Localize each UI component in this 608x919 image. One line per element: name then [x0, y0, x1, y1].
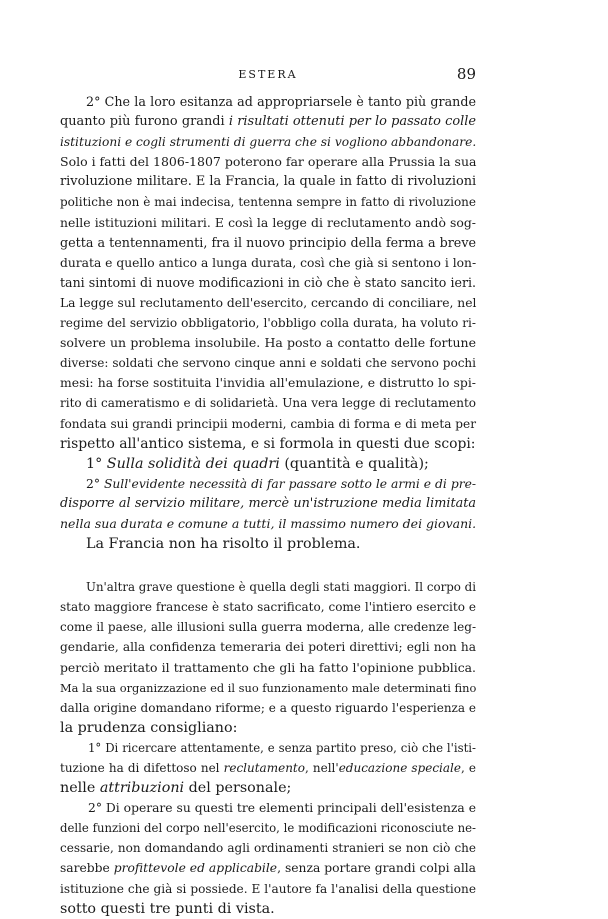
text-line: getta a tentennamenti, fra il nuovo principio della ferma a breve [60, 234, 476, 250]
text-line: Ma la sua organizzazione ed il suo funzionamento male determinati fino [60, 680, 477, 695]
text-line: durata e quello antico a lunga durata, così che già si sentono i lon- [60, 255, 477, 270]
text-line: 2° Che la loro esitanza ad appropriarsele è tanto più grande [86, 94, 476, 109]
text-line: istituzioni e cogli strumenti di guerra che si vogliono abbandonare. [60, 135, 477, 150]
text-line: la prudenza consigliano: [60, 719, 238, 736]
text-line: Solo i fatti del 1806-1807 poterono far operare alla Prussia la sua [60, 154, 477, 170]
text-line: mesi: ha forse sostituita l'invidia all'emulazione, e distrutto lo spi- [60, 375, 476, 391]
page-header [60, 65, 476, 88]
text-line: cessarie, non domandando agli ordinamenti stranieri se non ciò che [60, 841, 476, 856]
paragraph-gap [60, 554, 476, 577]
conclusion-line: La Francia non ha risolto il problema. [86, 536, 361, 553]
text-line: delle funzioni del corpo nell'esercito, le modificazioni riconosciute ne- [60, 821, 476, 836]
text-line: istituzione che già si possiede. E l'autore fa l'analisi della questione [60, 881, 476, 896]
text-line: rivoluzione militare. E la Francia, la quale in fatto di rivoluzioni [60, 174, 477, 190]
text-line: tani sintomi di nuove modificazioni in ciò che è stato sancito ieri. [60, 274, 476, 290]
text-line: perciò meritato il trattamento che gli ha fatto l'opinione pubblica. [60, 659, 476, 675]
page-number: 89 [456, 65, 476, 83]
text-line: sarebbe profittevole ed applicabile, senza portare grandi colpi alla [60, 861, 477, 876]
text-line: La legge sul reclutamento dell'esercito, cercando di conciliare, nel [60, 295, 477, 310]
text-line: nelle istituzioni militari. E così la legge di reclutamento andò sog- [60, 214, 476, 230]
text-line: quanto più furono grandi i risultati ottenuti per lo passato colle [60, 114, 476, 130]
text-line: come il paese, alle illusioni sulla guerra moderna, alle credenze leg- [60, 620, 476, 635]
text-line: solvere un problema insolubile. Ha posto a contatto delle fortune [60, 335, 476, 351]
text-line: stato maggiore francese è stato sacrificato, come l'intiero esercito e [60, 600, 476, 615]
running-title: ESTERA [238, 68, 298, 81]
item-2: 2° Di operare su questi tre elementi principali dell'esistenza e [88, 801, 476, 816]
text-line: gendarie, alla confidenza temeraria dei poteri direttivi; egli non ha [60, 640, 476, 655]
text-line: politiche non è mai indecisa, tentenna sempre in fatto di rivoluzione [60, 195, 476, 210]
text-line: rispetto all'antico sistema, e si formola in questi due scopi: [60, 435, 476, 452]
text-line: diverse: soldati che servono cinque anni e soldati che servono pochi [60, 356, 476, 371]
text-line: fondata sui grandi principii moderni, cambia di forma e di meta per [60, 416, 476, 431]
text-line: dalla origine domandano riforme; e a questo riguardo l'esperienza e [60, 700, 476, 715]
text-line: sotto questi tre punti di vista. [60, 900, 275, 917]
text-line: Un'altra grave questione è quella degli stati maggiori. Il corpo di [86, 580, 476, 595]
item-1: 1° Di ricercare attentamente, e senza partito preso, ciò che l'isti- [88, 740, 476, 755]
text-line: tuzione ha di difettoso nel reclutamento, nell'educazione speciale, e [60, 761, 476, 775]
text-line: nelle attribuzioni del personale; [60, 780, 292, 797]
text-line: regime del servizio obbligatorio, l'obbligo colla durata, ha voluto ri- [60, 316, 476, 331]
goal-1: 1° Sulla solidità dei quadri (quantità e qualità); [86, 455, 429, 472]
body-text [60, 92, 476, 919]
text-line: nella sua durata e comune a tutti, il massimo numero dei giovani. [60, 515, 477, 531]
text-line: disporre al servizio militare, mercè un'istruzione media limitata [60, 495, 476, 511]
text-line: rito di cameratismo e di solidarietà. Una vera legge di reclutamento [60, 396, 476, 411]
goal-2: 2° Sull'evidente necessità di far passare sotto le armi e di pre- [86, 476, 476, 491]
